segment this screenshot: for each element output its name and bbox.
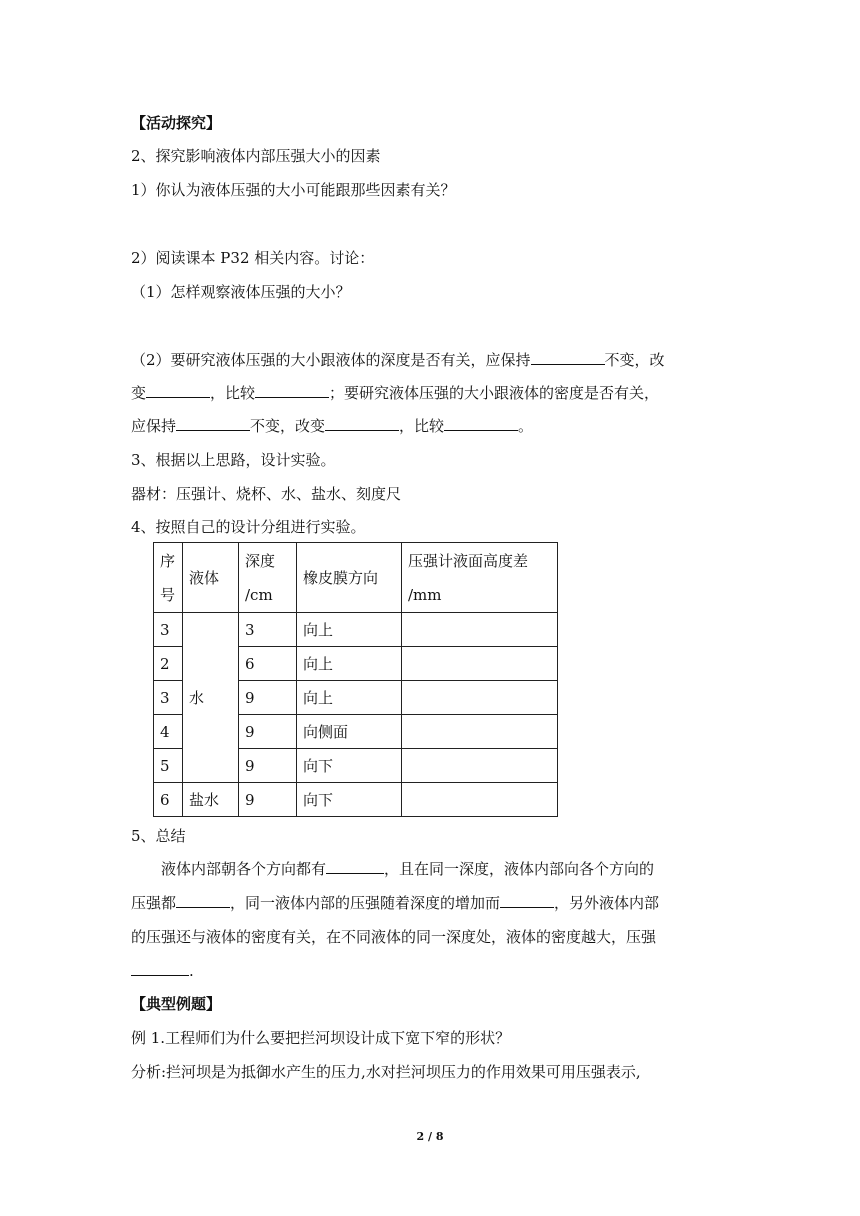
summary-line4: .	[131, 961, 194, 981]
item-2: 2、探究影响液体内部压强大小的因素	[131, 147, 381, 165]
row-height-input[interactable]	[402, 613, 558, 647]
row-height-input[interactable]	[402, 681, 558, 715]
row-height-input[interactable]	[402, 647, 558, 681]
row-direction: 向上	[297, 681, 402, 715]
row-height-input[interactable]	[402, 749, 558, 783]
row-direction: 向下	[297, 783, 402, 817]
row-index: 2	[154, 647, 183, 681]
header-depth: 深度 /cm	[245, 551, 276, 604]
item-4: 4、按照自己的设计分组进行实验。	[131, 518, 366, 536]
materials: 器材：压强计、烧杯、水、盐水、刻度尺	[131, 485, 402, 503]
question-2-1: （1）怎样观察液体压强的大小？	[131, 283, 351, 301]
row-depth: 9	[239, 749, 297, 783]
fill-blank[interactable]	[176, 416, 250, 431]
row-depth: 9	[239, 783, 297, 817]
question-2-2-line3: 应保持 不变，改变 ，比较 。	[131, 417, 534, 435]
summary-line2: 压强都 ，同一液体内部的压强随着深度的增加而 ，另外液体内部	[131, 894, 660, 912]
row-direction: 向上	[297, 647, 402, 681]
row-index: 5	[154, 749, 183, 783]
row-direction: 向侧面	[297, 715, 402, 749]
table-row	[154, 613, 558, 647]
row-depth: 9	[239, 681, 297, 715]
question-2-2-line2: 变 ，比较 ；要研究液体压强的大小跟液体的密度是否有关，	[131, 384, 660, 402]
page-number: 2 / 8	[416, 1130, 444, 1143]
row-index: 6	[154, 783, 183, 817]
row-depth: 9	[239, 715, 297, 749]
row-index: 4	[154, 715, 183, 749]
table-header-row	[154, 543, 558, 613]
row-index: 3	[154, 613, 183, 647]
liquid-salt-water: 盐水	[183, 783, 239, 817]
header-liquid: 液体	[183, 543, 239, 613]
header-direction: 橡皮膜方向	[297, 543, 402, 613]
fill-blank[interactable]	[500, 893, 554, 908]
summary-line1: 液体内部朝各个方向都有 ，且在同一深度，液体内部向各个方向的	[161, 860, 655, 878]
row-height-input[interactable]	[402, 783, 558, 817]
fill-blank[interactable]	[176, 893, 230, 908]
item-5: 5、总结	[131, 827, 186, 845]
fill-blank[interactable]	[531, 350, 605, 365]
row-direction: 向上	[297, 613, 402, 647]
activity-heading: 【活动探究】	[131, 114, 222, 132]
item-3: 3、根据以上思路，设计实验。	[131, 451, 336, 469]
fill-blank[interactable]	[255, 383, 329, 398]
analysis: 分析:拦河坝是为抵御水产生的压力,水对拦河坝压力的作用效果可用压强表示,	[131, 1063, 641, 1081]
fill-blank[interactable]	[146, 383, 210, 398]
experiment-table	[153, 542, 558, 817]
question-1: 1）你认为液体压强的大小可能跟那些因素有关？	[131, 181, 456, 199]
summary-line3: 的压强还与液体的密度有关，在不同液体的同一深度处，液体的密度越大，压强	[131, 928, 657, 946]
row-index: 3	[154, 681, 183, 715]
row-depth: 3	[239, 613, 297, 647]
row-height-input[interactable]	[402, 715, 558, 749]
row-depth: 6	[239, 647, 297, 681]
table-row	[154, 783, 558, 817]
header-index: 序 号	[160, 551, 176, 604]
question-2-2-line1: （2）要研究液体压强的大小跟液体的深度是否有关，应保持 不变，改	[131, 351, 665, 369]
fill-blank[interactable]	[326, 859, 384, 874]
fill-blank[interactable]	[325, 416, 399, 431]
fill-blank[interactable]	[444, 416, 518, 431]
liquid-water: 水	[183, 613, 239, 783]
row-direction: 向下	[297, 749, 402, 783]
question-2: 2）阅读课本 P32 相关内容。讨论：	[131, 249, 375, 267]
example-heading: 【典型例题】	[131, 995, 222, 1013]
fill-blank[interactable]	[131, 961, 189, 976]
header-height: 压强计液面高度差 /mm	[408, 551, 529, 604]
example-1: 例 1.工程师们为什么要把拦河坝设计成下宽下窄的形状？	[131, 1029, 511, 1047]
